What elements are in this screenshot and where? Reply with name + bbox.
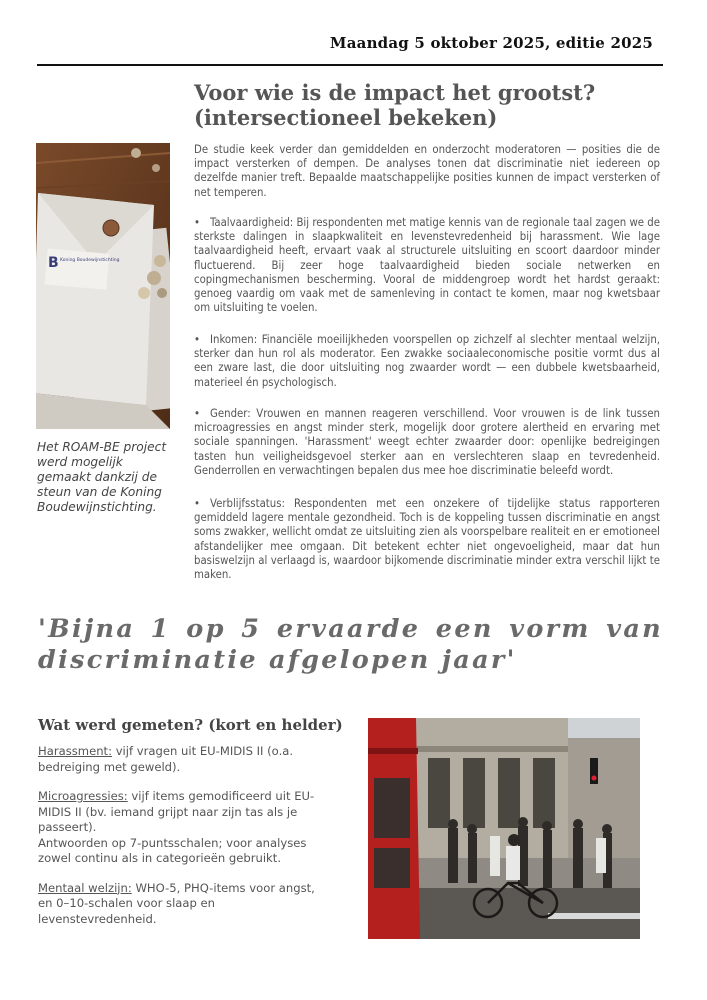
- measure-microaggressions: [38, 789, 318, 836]
- bullet-language: [194, 216, 660, 315]
- article-headline: Voor wie is de impact het grootst? (intersectioneel bekeken): [194, 80, 596, 130]
- bullet-text: Verblijfsstatus: Respondenten met een onzekere of tijdelijke status rapporteren gemiddeld lagere mentale gezondheid. Toch is de koppeling tussen discriminatie en angst soms zwakker, wellicht omdat ze uitsluiting zien als voorspelbare realiteit en er emotioneel afstandelijker mee omgaan. Dit betekent echter niet ongevoeligheid, maar dat hun basiswelzijn al verlaagd is, waardoor bijkomende discriminatie minder extra verschil lijkt te maken.: [194, 497, 660, 582]
- measure-label: Microagressies:: [38, 789, 128, 803]
- measure-wellbeing: [38, 881, 318, 928]
- bullet-text: Taalvaardigheid: Bij respondenten met matige kennis van de regionale taal zagen we de sterkste dalingen in slaapkwaliteit en levenstevredenheid bij harassment. Wie lage taalvaardigheid heeft, ervaart vaak al structurele uitsluiting en scoort daardoor minder fluctuerend. Bij zeer hoge taalvaardigheid bieden sociale netwerken en copingmechanismen bescherming. Vooral de middengroep wordt het hardst geraakt: genoeg vaardig om vaak met de samenleving in contact te komen, maar nog kwetsbaar om uitsluiting te voelen.: [194, 216, 660, 315]
- measure-text: vijf items gemodificeerd uit EU-MIDIS II (bv. iemand grijpt naar zijn tas als je passeert).: [38, 789, 315, 834]
- bullet-residence: [194, 497, 660, 582]
- measure-label: Mentaal welzijn:: [38, 880, 132, 895]
- edition-date: Maandag 5 oktober 2025, editie 2025: [329, 34, 653, 52]
- measure-harassment: [38, 744, 318, 775]
- street-photo: [368, 718, 640, 939]
- measure-text: vijf vragen uit EU-MIDIS II (o.a. bedreiging met geweld).: [38, 744, 294, 774]
- article-intro: De studie keek verder dan gemiddelden en onderzocht moderatoren — posities die de impact versterken of dempen. De analyses tonen dat discriminatie niet iedereen op dezelfde manier treft. Bepaalde maatschappelijke posities kunnen de impact versterken of net temperen.: [194, 143, 660, 199]
- photo-caption: Het ROAM-BE project werd mogelijk gemaakt dankzij de steun van de Koning Boudewijnstichting.: [37, 440, 167, 514]
- bullet-text: Gender: Vrouwen en mannen reageren verschillend. Voor vrouwen is de link tussen microagressies en angst minder sterk, mogelijk door grotere alertheid en ervaring met sociale spanningen. 'Harassment' weegt echter zwaarder door: openlijke bedreigingen tasten hun veiligheidsgevoel sterker aan en verslechteren slaap en tevredenheid. Genderrollen en verwachtingen bepalen dus mee hoe discriminatie beleefd wordt.: [194, 407, 660, 477]
- header-rule: [37, 64, 663, 66]
- measure-label: Harassment:: [38, 744, 113, 758]
- envelope-photo: [36, 143, 170, 429]
- bullet-gender: [194, 407, 660, 478]
- envelope-logo: B: [48, 255, 59, 271]
- bullet-income: [194, 333, 660, 390]
- measure-text: WHO-5, PHQ-items voor angst, en 0–10-schalen voor slaap en levenstevredenheid.: [38, 880, 315, 926]
- pull-quote: 'Bijna 1 op 5 ervaarde een vorm van discriminatie afgelopen jaar': [38, 614, 663, 675]
- measures-heading: Wat werd gemeten? (kort en helder): [38, 716, 343, 734]
- measures-list: [38, 744, 318, 927]
- envelope-label: Koning Boudewijnstichting: [60, 258, 120, 263]
- measure-scales: Antwoorden op 7-puntsschalen; voor analyses zowel continu als in categorieën gebruikt.: [38, 835, 307, 865]
- bullet-text: Inkomen: Financiële moeilijkheden voorspellen op zichzelf al slechter mentaal welzijn, sterker dan hun rol als moderator. Een zwakke sociaaleconomische positie vormt dus al een zware last, die door uitsluiting nog zwaarder wordt — een dubbele kwetsbaarheid, materieel én psychologisch.: [194, 333, 660, 389]
